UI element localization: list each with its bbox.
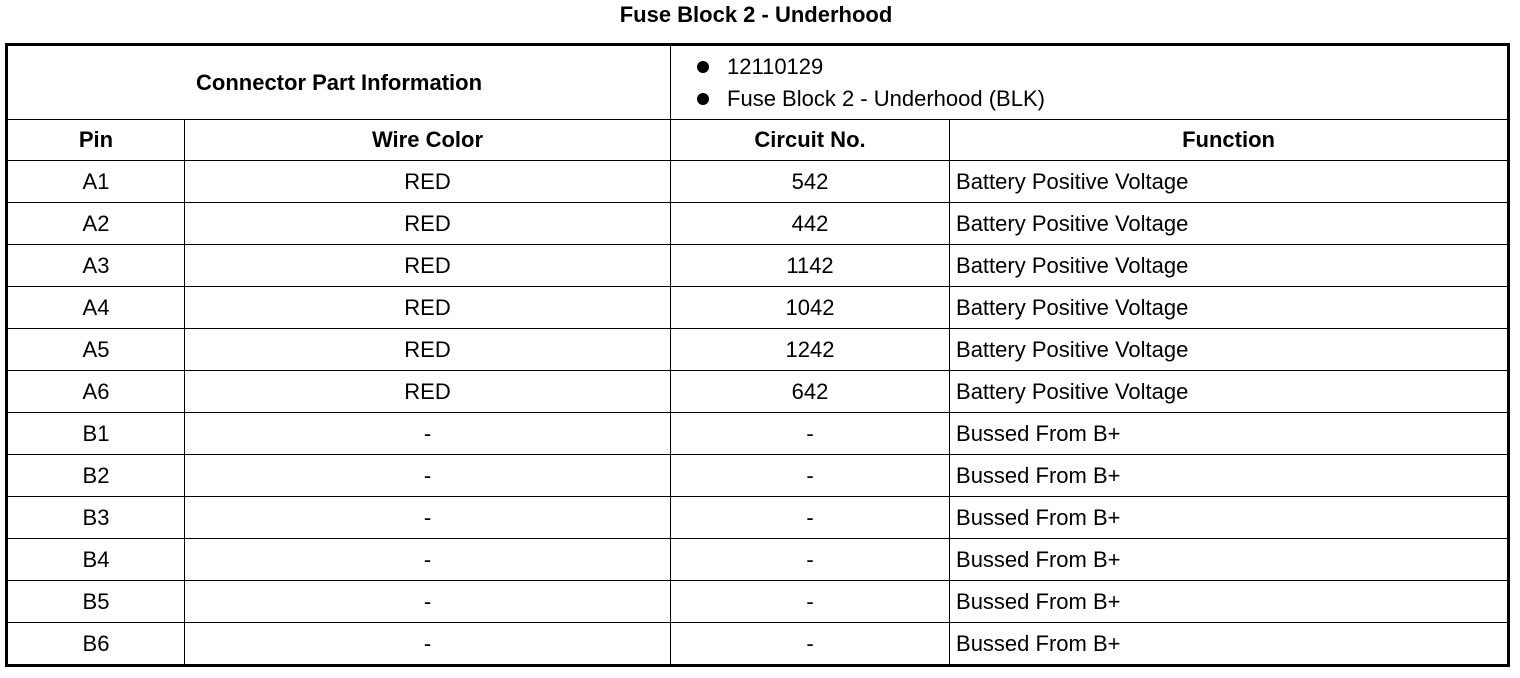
pin-cell: A4 [7,287,185,329]
function-cell: Battery Positive Voltage [950,329,1509,371]
bullet-icon [697,61,709,73]
circuit-no-cell: - [671,581,950,623]
function-cell: Bussed From B+ [950,497,1509,539]
table-row [7,329,1509,371]
bullet-icon [697,93,709,105]
table-row [7,371,1509,413]
wire-color-cell: RED [185,203,671,245]
circuit-no-cell: 642 [671,371,950,413]
circuit-no-cell: - [671,497,950,539]
circuit-no-cell: - [671,455,950,497]
function-cell: Bussed From B+ [950,623,1509,666]
pin-cell: A1 [7,161,185,203]
column-header-function: Function [950,120,1509,161]
function-cell: Battery Positive Voltage [950,203,1509,245]
wire-color-cell: - [185,497,671,539]
circuit-no-cell: 1242 [671,329,950,371]
table-row [7,203,1509,245]
connector-table [5,43,1510,667]
connector-info-cell [671,45,1509,120]
pin-cell: A3 [7,245,185,287]
connector-info-item [697,83,1507,115]
wire-color-cell: - [185,455,671,497]
column-header-wire-color: Wire Color [185,120,671,161]
pin-cell: B3 [7,497,185,539]
wire-color-cell: RED [185,287,671,329]
table-row [7,287,1509,329]
connector-info-list [671,51,1507,115]
pin-cell: A5 [7,329,185,371]
wire-color-cell: - [185,623,671,666]
pin-cell: B2 [7,455,185,497]
pin-cell: B1 [7,413,185,455]
column-header-pin: Pin [7,120,185,161]
table-row [7,413,1509,455]
table-header-row [7,120,1509,161]
pin-cell: A6 [7,371,185,413]
wire-color-cell: RED [185,245,671,287]
function-cell: Bussed From B+ [950,539,1509,581]
circuit-no-cell: - [671,413,950,455]
table-row [7,497,1509,539]
wire-color-cell: RED [185,329,671,371]
function-cell: Battery Positive Voltage [950,245,1509,287]
part-number: 12110129 [727,53,824,79]
table-row [7,245,1509,287]
pin-cell: B4 [7,539,185,581]
circuit-no-cell: - [671,623,950,666]
connector-info-item [697,51,1507,83]
circuit-no-cell: - [671,539,950,581]
table-row [7,161,1509,203]
wire-color-cell: RED [185,371,671,413]
circuit-no-cell: 442 [671,203,950,245]
wire-color-cell: - [185,413,671,455]
circuit-no-cell: 1042 [671,287,950,329]
table-row [7,539,1509,581]
document-title: Fuse Block 2 - Underhood [619,2,893,27]
table-row [7,581,1509,623]
connector-info-label: Connector Part Information [7,45,671,120]
wire-color-cell: RED [185,161,671,203]
function-cell: Bussed From B+ [950,413,1509,455]
table-row [7,623,1509,666]
column-header-circuit-no: Circuit No. [671,120,950,161]
connector-info-row [7,45,1509,120]
pin-cell: A2 [7,203,185,245]
function-cell: Bussed From B+ [950,581,1509,623]
function-cell: Battery Positive Voltage [950,371,1509,413]
function-cell: Bussed From B+ [950,455,1509,497]
wire-color-cell: - [185,581,671,623]
table-body [7,45,1509,666]
circuit-no-cell: 542 [671,161,950,203]
function-cell: Battery Positive Voltage [950,161,1509,203]
pin-cell: B5 [7,581,185,623]
connector-description: Fuse Block 2 - Underhood (BLK) [727,85,1045,111]
function-cell: Battery Positive Voltage [950,287,1509,329]
pin-cell: B6 [7,623,185,666]
table-row [7,455,1509,497]
wire-color-cell: - [185,539,671,581]
circuit-no-cell: 1142 [671,245,950,287]
